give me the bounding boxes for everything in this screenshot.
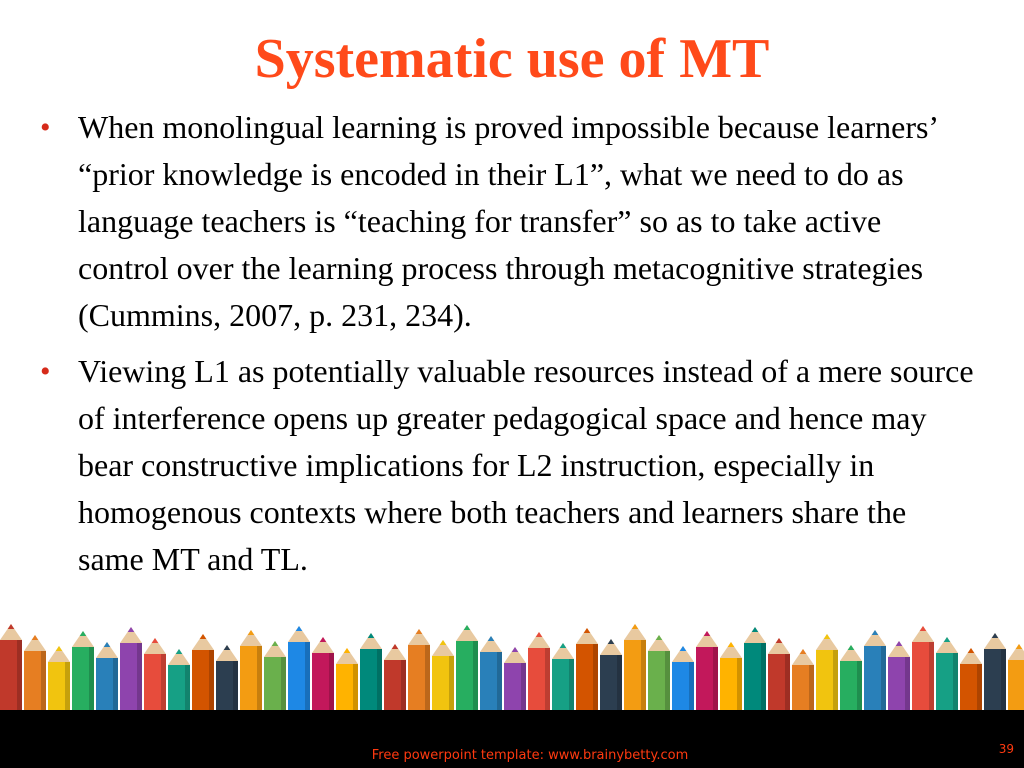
pencil <box>0 624 22 710</box>
pencil <box>912 626 934 710</box>
pencil <box>72 631 94 710</box>
pencil <box>480 636 502 710</box>
bullet-text: When monolingual learning is proved impossible because learners’ “prior knowledge is encoded in their L1”, what we need to do as language teachers is “teaching for transfer” so as to take active control over the learning process through metacognitive strategies (Cummins, 2007, p. 231, 234). <box>78 109 937 333</box>
pencil <box>648 635 670 710</box>
colored-pencils-border <box>0 618 1024 710</box>
slide-number: 39 <box>998 742 1014 756</box>
pencil <box>96 642 118 710</box>
pencil <box>168 649 190 710</box>
pencil <box>384 644 406 710</box>
pencil <box>624 624 646 710</box>
pencil <box>864 630 886 710</box>
pencil <box>456 625 478 710</box>
footer-credit: Free powerpoint template: www.brainybetty.com <box>371 748 689 763</box>
bullet-marker: • <box>40 355 51 388</box>
pencil <box>312 637 334 710</box>
pencil <box>1008 644 1024 710</box>
pencil <box>288 626 310 710</box>
pencil <box>816 634 838 710</box>
pencil <box>960 648 982 710</box>
pencil <box>336 648 358 710</box>
bullet-list <box>40 104 975 592</box>
pencil <box>792 649 814 710</box>
pencil <box>744 627 766 710</box>
pencil <box>432 640 454 710</box>
pencil <box>192 634 214 710</box>
pencil <box>528 632 550 710</box>
pencil <box>240 630 262 710</box>
pencil <box>768 638 790 710</box>
pencil <box>504 647 526 710</box>
pencil <box>216 645 238 710</box>
bullet-marker: • <box>40 111 51 144</box>
pencil <box>600 639 622 710</box>
pencil <box>144 638 166 710</box>
pencil <box>720 642 742 710</box>
pencil <box>576 628 598 710</box>
bullet-item <box>40 348 975 583</box>
pencil <box>360 633 382 710</box>
pencil <box>888 641 910 710</box>
pencil <box>672 646 694 710</box>
pencil <box>48 646 70 710</box>
bullet-text: Viewing L1 as potentially valuable resources instead of a mere source of interference opens up greater pedagogical space and hence may bear constructive implications for L2 instruction, especially in homogenous contexts where both teachers and learners share the same MT and TL. <box>78 353 974 577</box>
pencil <box>696 631 718 710</box>
pencil <box>840 645 862 710</box>
pencil <box>984 633 1006 710</box>
bullet-item <box>40 104 975 339</box>
pencil <box>408 629 430 710</box>
pencil <box>264 641 286 710</box>
pencil <box>936 637 958 710</box>
pencil <box>120 627 142 710</box>
pencil <box>552 643 574 710</box>
pencil <box>24 635 46 710</box>
slide-title: Systematic use of MT <box>254 28 770 90</box>
